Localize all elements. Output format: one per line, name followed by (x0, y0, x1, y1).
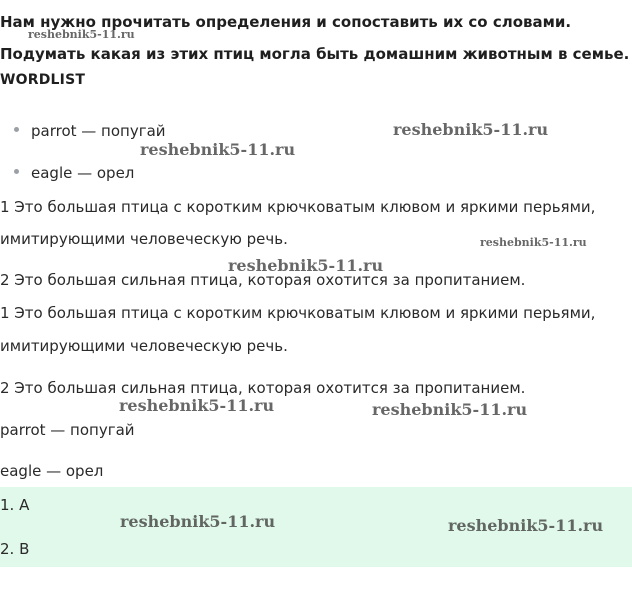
wordlist-heading: WORDLIST (0, 72, 86, 88)
watermark: reshebnik5-11.ru (448, 516, 604, 535)
definition-line: имитирующими человеческую речь. (0, 337, 288, 355)
watermark: reshebnik5-11.ru (372, 400, 528, 419)
watermark: reshebnik5-11.ru (140, 140, 296, 159)
list-item-text: parrot — попугай (31, 122, 166, 140)
watermark: reshebnik5-11.ru (28, 28, 135, 41)
definition-line: 1 Это большая птица с коротким крючковатым клювом и яркими перьями, (0, 198, 596, 216)
definition-line: имитирующими человеческую речь. (0, 230, 288, 248)
watermark: reshebnik5-11.ru (393, 120, 549, 139)
bullet-icon (14, 169, 19, 174)
list-item (14, 122, 166, 140)
watermark: reshebnik5-11.ru (228, 256, 384, 275)
watermark: reshebnik5-11.ru (119, 396, 275, 415)
watermark: reshebnik5-11.ru (480, 236, 587, 249)
definition-line: 2 Это большая сильная птица, которая охотится за пропитанием. (0, 379, 526, 397)
list-item-text: eagle — орел (31, 164, 135, 182)
definition-line: 2 Это большая сильная птица, которая охотится за пропитанием. (0, 271, 526, 289)
list-item (14, 164, 134, 182)
bullet-icon (14, 127, 19, 132)
word-pair-line: parrot — попугай (0, 421, 135, 439)
answer-line: 1. A (0, 496, 30, 514)
answer-line: 2. B (0, 540, 30, 558)
definition-line: 1 Это большая птица с коротким крючковатым клювом и яркими перьями, (0, 304, 596, 322)
task-intro: Нам нужно прочитать определения и сопоставить их со словами. Подумать какая из этих птиц могла быть домашним животным в семье. (0, 13, 630, 63)
watermark: reshebnik5-11.ru (120, 512, 276, 531)
word-pair-line: eagle — орел (0, 462, 104, 480)
